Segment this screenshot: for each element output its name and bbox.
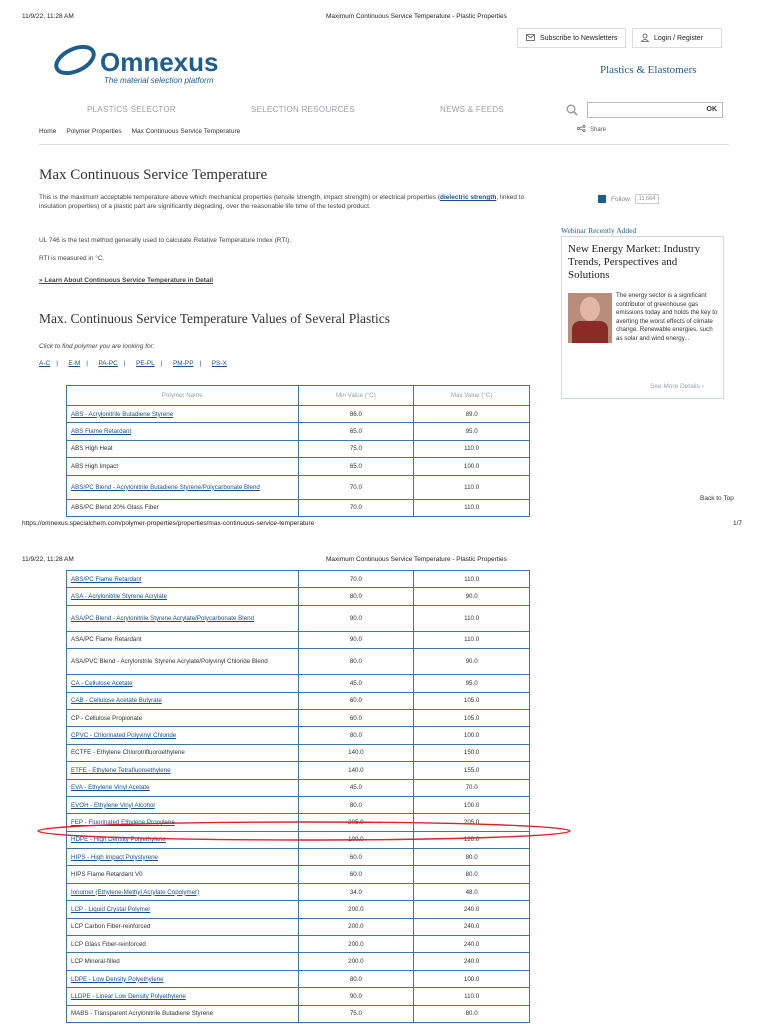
nav-selection-resources[interactable]: SELECTION RESOURCES (251, 105, 355, 114)
print-url: https://omnexus.specialchem.com/polymer-properties/properties/max-continuous-service-temperature (22, 520, 315, 527)
polymer-link[interactable]: LLDPE - Linear Low Density Polyethylene (71, 992, 186, 1000)
breadcrumb (39, 128, 240, 135)
find-polymer-text: Click to find polymer you are looking for: (39, 343, 155, 350)
values-table (66, 385, 530, 517)
polymer-name-cell (67, 1005, 299, 1022)
min-value-cell: 75.0 (298, 440, 414, 457)
min-value-cell: 140.0 (298, 762, 414, 779)
table-row (67, 692, 530, 709)
filter-pe-pl[interactable]: PE-PL (135, 360, 155, 367)
user-icon (641, 33, 649, 44)
table-row (67, 458, 530, 475)
polymer-name-cell (67, 936, 299, 953)
table-row (67, 440, 530, 457)
polymer-name: LCP Mineral-filled (71, 958, 120, 966)
polymer-link[interactable]: CA - Cellulose Acetate (71, 679, 133, 687)
table-row (67, 709, 530, 726)
max-value-cell: 90.0 (414, 649, 530, 675)
min-value-cell: 75.0 (298, 1005, 414, 1022)
max-value-cell: 95.0 (414, 423, 530, 440)
polymer-name: ASA/PC Flame Retardant (71, 636, 142, 644)
table-row (67, 970, 530, 987)
min-value-cell: 140.0 (298, 744, 414, 761)
polymer-name-cell (67, 970, 299, 987)
table-row (67, 866, 530, 883)
min-value-cell: 80.0 (298, 727, 414, 744)
polymer-name-cell (67, 675, 299, 692)
webinar-description: The energy sector is a significant contributor of greenhouse gas emissions today and holds the key to averting the worst effects of climate change. Renewable energies, such as solar and wind energy... (616, 292, 718, 342)
section-link[interactable]: Plastics & Elastomers (600, 64, 697, 76)
max-value-cell: 48.0 (414, 883, 530, 900)
max-value-cell: 80.0 (414, 866, 530, 883)
login-button[interactable] (632, 28, 722, 48)
polymer-name-cell (67, 953, 299, 970)
table-row (67, 571, 530, 588)
polymer-name-cell (67, 744, 299, 761)
polymer-name-cell (67, 440, 299, 457)
breadcrumb-current: Max Continuous Service Temperature (131, 128, 241, 135)
search-icon[interactable] (566, 103, 578, 121)
share-button[interactable] (577, 125, 606, 134)
polymer-name-cell (67, 709, 299, 726)
polymer-link[interactable]: CPVC - Chlorinated Polyvinyl Chloride (71, 732, 177, 740)
nav-news-feeds[interactable]: NEWS & FEEDS (440, 105, 505, 114)
table-row (67, 779, 530, 796)
min-value-cell: 60.0 (298, 692, 414, 709)
polymer-name-cell (67, 883, 299, 900)
table-row (67, 727, 530, 744)
polymer-link[interactable]: CAB - Cellulose Acetate Butyrate (71, 697, 162, 705)
min-value-cell: 205.0 (298, 814, 414, 831)
table-row (67, 918, 530, 935)
table-row (67, 675, 530, 692)
table-row (67, 406, 530, 423)
min-value-cell: 86.0 (298, 406, 414, 423)
max-value-cell: 110.0 (414, 475, 530, 499)
table-row (67, 631, 530, 648)
polymer-name-cell (67, 796, 299, 813)
polymer-name: ABS High Heat (71, 445, 113, 453)
values-subtitle: Max. Continuous Service Temperature Values of Several Plastics (39, 311, 390, 326)
min-value-cell: 100.0 (298, 831, 414, 848)
print-doc-title-2: Maximum Continuous Service Temperature - Plastic Properties (326, 556, 507, 563)
back-to-top-link[interactable]: Back to Top (700, 495, 734, 502)
min-value-cell: 90.0 (298, 988, 414, 1005)
min-value-cell: 80.0 (298, 588, 414, 605)
webinar-label: Webinar Recently Added (561, 226, 637, 235)
filter-pm-pp[interactable]: PM-PP (172, 360, 194, 367)
polymer-name-cell (67, 866, 299, 883)
min-value-cell: 70.0 (298, 475, 414, 499)
max-value-cell: 100.0 (414, 970, 530, 987)
column-header-min: Min Value (°C) (298, 386, 414, 406)
table-row (67, 1005, 530, 1022)
polymer-link[interactable]: HDPE - High Density Polyethylene (71, 836, 166, 844)
polymer-link[interactable]: EVA - Ethylene Vinyl Acetate (71, 784, 150, 792)
min-value-cell: 70.0 (298, 499, 414, 516)
red-circle-annotation (36, 818, 576, 844)
webinar-title[interactable]: New Energy Market: Industry Trends, Perspectives and Solutions (568, 243, 701, 281)
polymer-link[interactable]: ABS Flame Retardant (71, 428, 132, 436)
dielectric-strength-link[interactable]: dielectric strength (440, 194, 497, 201)
min-value-cell: 60.0 (298, 866, 414, 883)
max-value-cell: 150.0 (414, 744, 530, 761)
table-header-row (67, 386, 530, 406)
max-value-cell: 100.0 (414, 796, 530, 813)
min-value-cell: 45.0 (298, 779, 414, 796)
table-row (67, 953, 530, 970)
min-value-cell: 80.0 (298, 970, 414, 987)
see-more-link[interactable]: See More Details › (650, 383, 704, 390)
ul746-paragraph: UL 746 is the test method generally used to calculate Relative Temperature Index (RTI). (39, 237, 292, 244)
table-body-page-2 (67, 571, 530, 1023)
min-value-cell: 90.0 (298, 631, 414, 648)
max-value-cell: 89.0 (414, 406, 530, 423)
max-value-cell: 100.0 (414, 458, 530, 475)
min-value-cell: 65.0 (298, 458, 414, 475)
definition-paragraph (39, 193, 539, 211)
max-value-cell: 240.0 (414, 901, 530, 918)
polymer-name-cell (67, 458, 299, 475)
polymer-link[interactable]: ETFE - Ethylene Tetrafluoroethylene (71, 766, 171, 774)
envelope-icon (526, 34, 535, 43)
polymer-name: ASA/PVC Blend - Acrylonitrile Styrene Acrylate/Polyvinyl Chloride Blend (71, 658, 268, 666)
follow-count: 11,664 (635, 194, 659, 204)
max-value-cell: 105.0 (414, 709, 530, 726)
polymer-name-cell (67, 475, 299, 499)
polymer-name-cell (67, 423, 299, 440)
max-value-cell: 240.0 (414, 936, 530, 953)
min-value-cell: 45.0 (298, 675, 414, 692)
table-row (67, 901, 530, 918)
polymer-name: ECTFE - Ethylene Chlorotrifluoroethylene (71, 749, 185, 757)
polymer-name-cell (67, 762, 299, 779)
table-row (67, 936, 530, 953)
min-value-cell: 200.0 (298, 901, 414, 918)
max-value-cell: 110.0 (414, 440, 530, 457)
max-value-cell: 120.0 (414, 831, 530, 848)
polymer-name: LCP Glass Fiber-reinforced (71, 940, 146, 948)
min-value-cell: 60.0 (298, 709, 414, 726)
webinar-card[interactable] (561, 236, 724, 399)
print-page-2 (0, 548, 768, 1024)
search-ok-button[interactable]: OK (706, 106, 717, 113)
polymer-name-cell (67, 779, 299, 796)
max-value-cell: 110.0 (414, 605, 530, 631)
max-value-cell: 110.0 (414, 988, 530, 1005)
follow-label: Follow (611, 195, 630, 203)
min-value-cell: 70.0 (298, 571, 414, 588)
column-header-max: Max Value (°C) (414, 386, 530, 406)
polymer-link[interactable]: ABS/PC Flame Retardant (71, 575, 142, 583)
polymer-name: ABS High Impact (71, 462, 119, 470)
polymer-name-cell (67, 571, 299, 588)
polymer-name-cell (67, 849, 299, 866)
print-datetime: 11/9/22, 11:28 AM (22, 13, 74, 20)
max-value-cell: 95.0 (414, 675, 530, 692)
subscribe-label: Subscribe to Newsletters (540, 34, 618, 42)
max-value-cell: 70.0 (414, 779, 530, 796)
polymer-name-cell (67, 588, 299, 605)
polymer-link[interactable]: FEP - Fluorinated Ethylene Propylene (71, 818, 175, 826)
subscribe-button[interactable] (517, 28, 626, 48)
polymer-link[interactable]: ABS - Acrylonitrile Butadiene Styrene (71, 410, 174, 418)
print-page-number: 1/7 (733, 520, 743, 527)
min-value-cell: 80.0 (298, 649, 414, 675)
table-row (67, 762, 530, 779)
table-row (67, 649, 530, 675)
min-value-cell: 200.0 (298, 936, 414, 953)
login-label: Login / Register (654, 34, 704, 42)
min-value-cell: 200.0 (298, 918, 414, 935)
column-header-polymer: Polymer Name (67, 386, 299, 406)
print-doc-title: Maximum Continuous Service Temperature - Plastic Properties (326, 13, 507, 20)
max-value-cell: 110.0 (414, 571, 530, 588)
max-value-cell: 90.0 (414, 588, 530, 605)
max-value-cell: 155.0 (414, 762, 530, 779)
min-value-cell: 65.0 (298, 423, 414, 440)
share-icon (577, 125, 586, 134)
table-row (67, 796, 530, 813)
rti-paragraph: RTI is measured in °C. (39, 255, 105, 262)
max-value-cell: 80.0 (414, 849, 530, 866)
alphabet-filter: A-C | E-M | PA-PC | PE-PL | PM-PP | PS-X (39, 360, 227, 367)
follow-widget[interactable] (598, 194, 659, 204)
filter-ps-x[interactable]: PS-X (211, 360, 227, 367)
polymer-name: HIPS Flame Retardant V0 (71, 871, 143, 879)
values-table-continued (66, 570, 530, 1023)
polymer-link[interactable]: LCP - Liquid Crystal Polymer (71, 905, 151, 913)
polymer-name-cell (67, 406, 299, 423)
logo-name: Omnexus (100, 47, 219, 77)
polymer-name: LCP Carbon Fiber-reinforced (71, 923, 151, 931)
polymer-link[interactable]: ABS/PC Blend - Acrylonitrile Butadiene Styrene/Polycarbonate Blend (71, 483, 260, 491)
filter-pa-pc[interactable]: PA-PC (98, 360, 118, 367)
min-value-cell: 60.0 (298, 849, 414, 866)
speaker-photo (568, 293, 612, 343)
breadcrumb-polymer-properties[interactable]: Polymer Properties (66, 128, 122, 135)
table-row (67, 588, 530, 605)
polymer-link[interactable]: ASA/PC Blend - Acrylonitrile Styrene Acrylate/Polycarbonate Blend (71, 614, 254, 622)
filter-a-c[interactable]: A-C (39, 360, 51, 367)
table-body-page-1 (67, 406, 530, 517)
polymer-link[interactable]: Ionomer (Ethylene-Methyl Acrylate Copolymer) (71, 888, 200, 896)
logo-mark-icon (52, 44, 98, 80)
max-value-cell: 110.0 (414, 631, 530, 648)
breadcrumb-home[interactable]: Home (39, 128, 57, 135)
max-value-cell: 205.0 (414, 814, 530, 831)
polymer-name-cell (67, 499, 299, 516)
table-row (67, 883, 530, 900)
polymer-name-cell (67, 727, 299, 744)
polymer-name: CP - Cellulose Propionate (71, 714, 143, 722)
linkedin-icon (598, 195, 606, 203)
polymer-name-cell (67, 605, 299, 631)
filter-e-m[interactable]: E-M (68, 360, 81, 367)
min-value-cell: 200.0 (298, 953, 414, 970)
definition-text-a: This is the maximum acceptable temperature above which mechanical properties (tensile strength, impact strength) or electrical properties ( (39, 194, 441, 201)
polymer-name-cell (67, 901, 299, 918)
max-value-cell: 240.0 (414, 918, 530, 935)
polymer-link[interactable]: HIPS - High Impact Polystyrene (71, 853, 158, 861)
table-row (67, 475, 530, 499)
table-row (67, 988, 530, 1005)
print-datetime-2: 11/9/22, 11:28 AM (22, 556, 74, 563)
table-row (67, 423, 530, 440)
polymer-name-cell (67, 692, 299, 709)
page-title: Max Continuous Service Temperature (39, 167, 268, 183)
search-input[interactable] (587, 102, 723, 118)
logo-tagline: The material selection platform (104, 76, 214, 85)
polymer-name-cell (67, 649, 299, 675)
max-value-cell: 110.0 (414, 499, 530, 516)
min-value-cell: 34.0 (298, 883, 414, 900)
polymer-name-cell (67, 918, 299, 935)
polymer-link[interactable]: EVOH - Ethylene Vinyl Alcohol (71, 801, 155, 809)
polymer-name: MABS - Transparent Acrylonitrile Butadiene Styrene (71, 1010, 214, 1018)
omnexus-logo[interactable] (52, 42, 222, 90)
max-value-cell: 105.0 (414, 692, 530, 709)
max-value-cell: 80.0 (414, 1005, 530, 1022)
max-value-cell: 240.0 (414, 953, 530, 970)
polymer-name: ABS/PC Blend 20% Glass Fiber (71, 504, 159, 512)
max-value-cell: 100.0 (414, 727, 530, 744)
table-row (67, 744, 530, 761)
learn-more-link[interactable]: » Learn About Continuous Service Temperature in Detail (39, 277, 214, 284)
polymer-name-cell (67, 631, 299, 648)
min-value-cell: 90.0 (298, 605, 414, 631)
definition-text-b: , linked to insulation properties) of a plastic part are significantly degrading, over the reasonable life time of the tested product. (39, 194, 525, 210)
table-row (67, 499, 530, 516)
min-value-cell: 80.0 (298, 796, 414, 813)
nav-plastics-selector[interactable]: PLASTICS SELECTOR (87, 105, 176, 114)
table-row (67, 605, 530, 631)
polymer-name-cell (67, 988, 299, 1005)
divider (39, 144, 729, 145)
polymer-link[interactable]: LDPE - Low Density Polyethylene (71, 975, 164, 983)
polymer-link[interactable]: ASA - Acrylonitrile Styrene Acrylate (71, 593, 167, 601)
table-row (67, 849, 530, 866)
share-label: Share (590, 126, 607, 133)
